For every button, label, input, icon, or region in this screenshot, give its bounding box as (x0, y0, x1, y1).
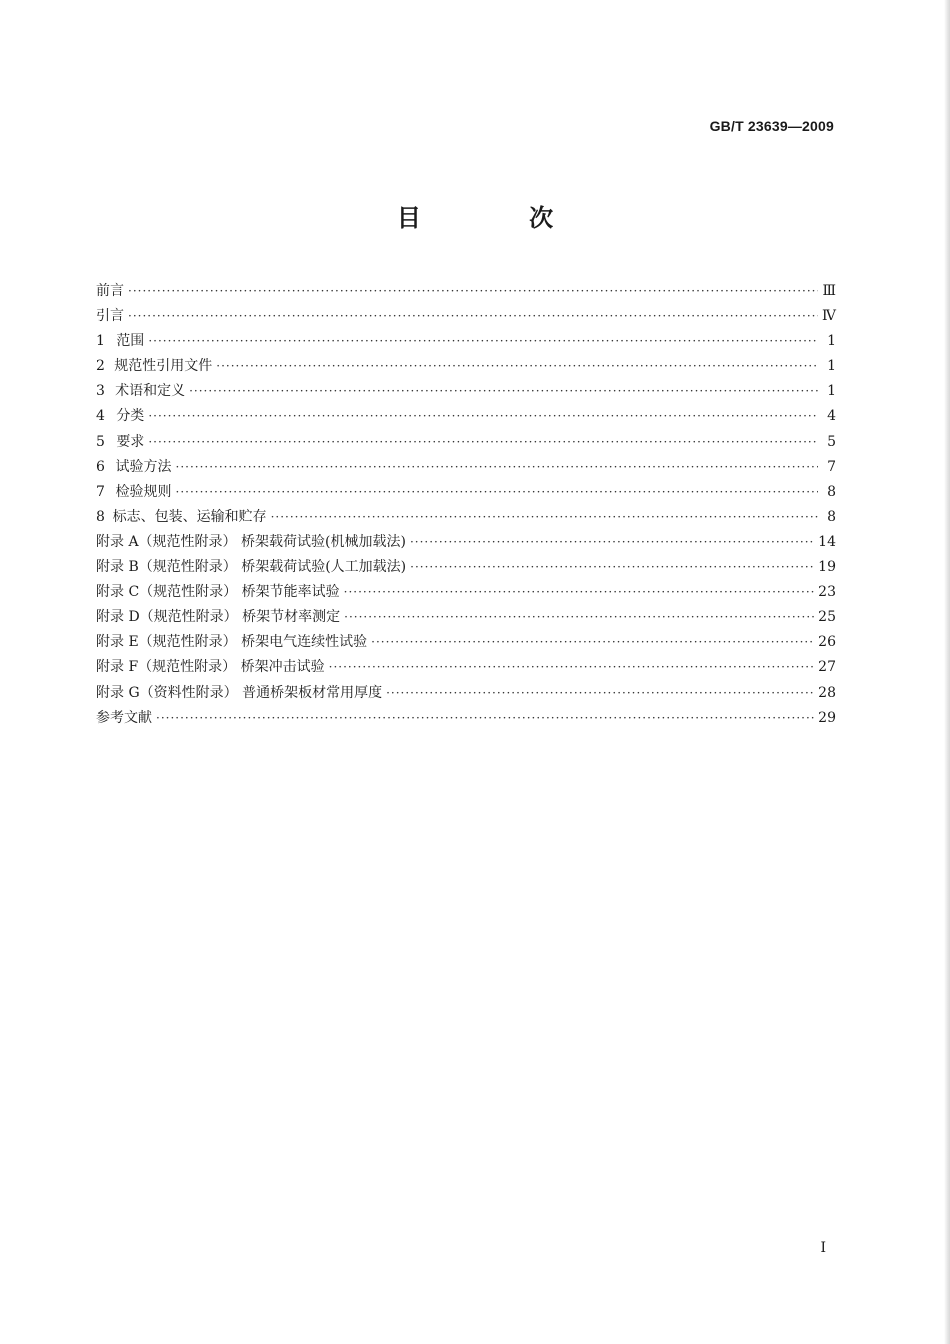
toc-entry-3[interactable] (96, 380, 836, 405)
toc-entry-2[interactable] (96, 355, 836, 380)
toc-entry-number: 8 (96, 508, 105, 525)
toc-leader-dots (176, 485, 819, 499)
toc-entry-label: 参考文献 (96, 709, 152, 726)
toc-leader-dots (148, 409, 818, 423)
toc-entry-label: 附录 A（规范性附录） 桥架载荷试验(机械加载法) (96, 533, 406, 550)
toc-entry-number: 3 (96, 383, 105, 400)
toc-entry-label: 范围 (116, 333, 145, 350)
toc-entry-foreword[interactable] (96, 280, 836, 305)
toc-entry-label: 附录 D（规范性附录） 桥架节材率测定 (96, 609, 341, 626)
toc-entry-label: 分类 (116, 408, 145, 425)
toc-leader-dots (148, 334, 818, 348)
toc-entry-label: 要求 (116, 433, 145, 450)
table-of-contents (96, 280, 836, 732)
toc-entry-page: 19 (818, 559, 836, 576)
toc-leader-dots (271, 510, 818, 524)
toc-entry-7[interactable] (96, 481, 836, 506)
toc-leader-dots (128, 309, 818, 323)
toc-entry-introduction[interactable] (96, 305, 836, 330)
toc-entry-annex-c[interactable] (96, 581, 836, 606)
toc-leader-dots (128, 284, 818, 298)
toc-entry-label: 术语和定义 (115, 383, 186, 400)
toc-entry-number: 6 (96, 458, 105, 475)
toc-leader-dots (344, 610, 814, 624)
toc-entry-4[interactable] (96, 405, 836, 430)
toc-entry-label: 附录 B（规范性附录） 桥架载荷试验(人工加载法) (96, 559, 407, 576)
toc-entry-annex-g[interactable] (96, 682, 836, 707)
document-code: GB/T 23639—2009 (709, 118, 834, 134)
toc-entry-page: 1 (827, 383, 836, 400)
toc-entry-label: 检验规则 (115, 483, 172, 500)
toc-entry-8[interactable] (96, 506, 836, 531)
toc-leader-dots (189, 384, 818, 398)
toc-entry-6[interactable] (96, 456, 836, 481)
toc-entry-page: 23 (818, 584, 836, 601)
toc-entry-annex-a[interactable] (96, 531, 836, 556)
toc-entry-number: 4 (96, 408, 105, 425)
toc-entry-page: 8 (827, 508, 836, 525)
toc-leader-dots (344, 585, 815, 599)
toc-leader-dots (156, 711, 814, 725)
toc-leader-dots (410, 560, 814, 574)
toc-entry-label: 试验方法 (115, 458, 172, 475)
toc-entry-page: 7 (827, 458, 836, 475)
toc-entry-label: 附录 C（规范性附录） 桥架节能率试验 (96, 584, 340, 601)
toc-entry-annex-f[interactable] (96, 656, 836, 681)
toc-entry-page: 29 (818, 709, 836, 726)
toc-leader-dots (386, 686, 814, 700)
toc-entry-page: 1 (827, 333, 836, 350)
toc-entry-label: 附录 G（资料性附录） 普通桥架板材常用厚度 (96, 684, 383, 701)
toc-leader-dots (371, 635, 814, 649)
toc-entry-annex-e[interactable] (96, 631, 836, 656)
toc-entry-page: 4 (827, 408, 836, 425)
toc-entry-number: 5 (96, 433, 105, 450)
toc-entry-number: 1 (96, 333, 105, 350)
toc-entry-number: 7 (96, 483, 105, 500)
toc-entry-label: 附录 E（规范性附录） 桥架电气连续性试验 (96, 634, 368, 651)
toc-entry-page: 1 (827, 358, 836, 375)
toc-entry-annex-d[interactable] (96, 606, 836, 631)
toc-entry-page: 25 (818, 609, 836, 626)
toc-leader-dots (176, 460, 819, 474)
toc-entry-5[interactable] (96, 431, 836, 456)
toc-entry-label: 规范性引用文件 (114, 358, 213, 375)
toc-entry-page: Ⅲ (822, 283, 836, 299)
toc-entry-page: 8 (827, 483, 836, 500)
toc-leader-dots (148, 435, 818, 449)
toc-entry-page: 28 (818, 684, 836, 701)
toc-entry-page: 27 (818, 659, 836, 676)
page-number: I (820, 1240, 826, 1256)
toc-entry-1[interactable] (96, 330, 836, 355)
page-title: 目 次 (396, 204, 604, 232)
toc-entry-label: 引言 (96, 308, 124, 325)
toc-entry-number: 2 (96, 358, 105, 375)
toc-entry-page: Ⅳ (822, 308, 836, 325)
toc-entry-label: 标志、包装、运输和贮存 (112, 508, 267, 525)
toc-entry-bibliography[interactable] (96, 707, 836, 732)
toc-entry-label: 前言 (96, 283, 124, 299)
toc-entry-label: 附录 F（规范性附录） 桥架冲击试验 (96, 659, 325, 676)
toc-leader-dots (216, 359, 818, 373)
toc-entry-annex-b[interactable] (96, 556, 836, 581)
toc-entry-page: 26 (818, 634, 836, 651)
toc-entry-page: 14 (818, 533, 836, 550)
toc-entry-page: 5 (827, 433, 836, 450)
toc-leader-dots (329, 660, 815, 674)
toc-leader-dots (410, 535, 814, 549)
